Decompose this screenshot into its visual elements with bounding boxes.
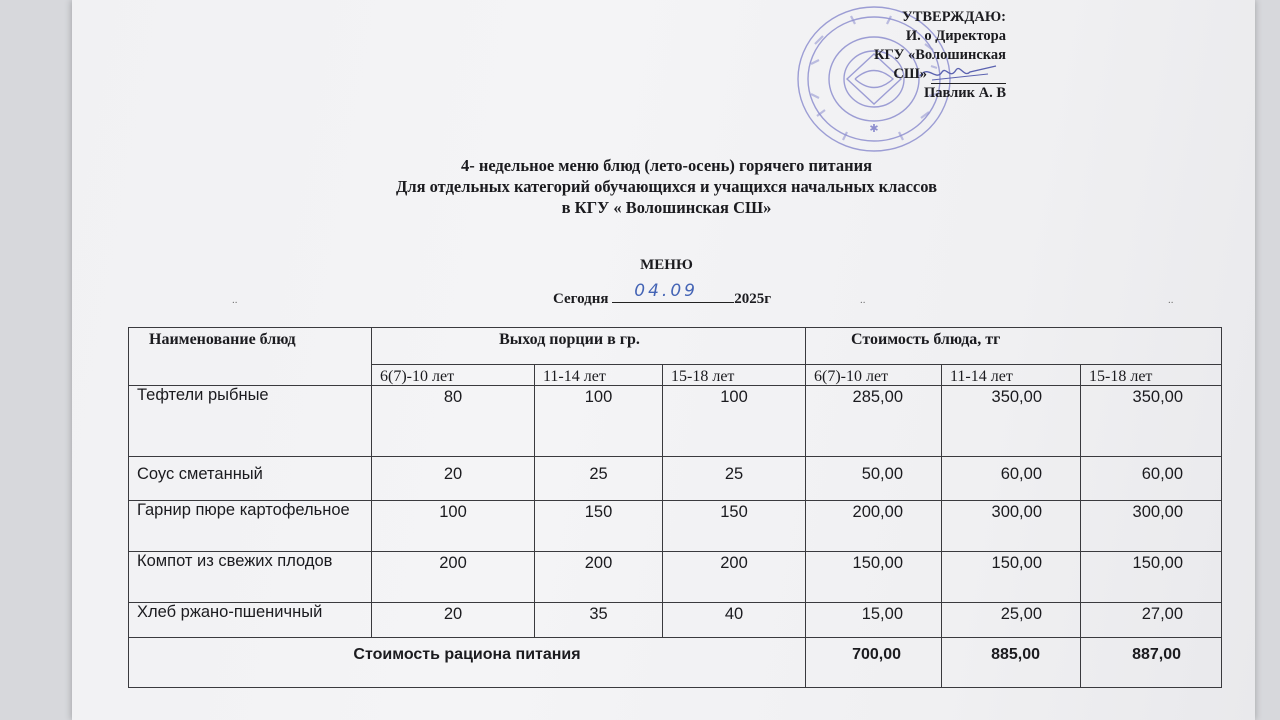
portion-cell: 100 — [663, 386, 806, 457]
approve-heading: УТВЕРЖДАЮ: — [902, 9, 1006, 25]
approve-organization-end: СШ» — [874, 65, 1006, 84]
table-header-row — [129, 328, 1222, 365]
cost-cell: 300,00 — [942, 501, 1081, 552]
portion-cell: 200 — [535, 552, 663, 603]
table-row — [129, 457, 1222, 501]
portion-cell: 35 — [535, 603, 663, 638]
today-line — [553, 281, 772, 308]
age-group-header: 6(7)-10 лет — [372, 365, 535, 386]
total-cost-cell: 887,00 — [1081, 638, 1222, 688]
document-title — [0, 155, 1280, 218]
portion-cell: 100 — [535, 386, 663, 457]
portion-cell: 200 — [372, 552, 535, 603]
title-line-1: 4- недельное меню блюд (лето-осень) горячего питания — [460, 156, 873, 175]
portion-cell: 25 — [663, 457, 806, 501]
dish-name: Хлеб ржано-пшеничный — [129, 603, 372, 638]
total-label: Стоимость рациона питания — [129, 638, 806, 688]
header-portion: Выход порции в гр. — [372, 328, 806, 365]
total-row — [129, 638, 1222, 688]
cost-cell: 150,00 — [806, 552, 942, 603]
cost-cell: 15,00 — [806, 603, 942, 638]
table-row — [129, 386, 1222, 457]
table-row — [129, 603, 1222, 638]
menu-table — [128, 327, 1222, 688]
dish-name: Тефтели рыбные — [129, 386, 372, 457]
cost-cell: 285,00 — [806, 386, 942, 457]
cost-cell: 350,00 — [1081, 386, 1222, 457]
age-group-header: 11-14 лет — [942, 365, 1081, 386]
table-row — [129, 552, 1222, 603]
cost-cell: 350,00 — [942, 386, 1081, 457]
svg-text:✱: ✱ — [869, 122, 879, 135]
print-mark: .. — [1168, 294, 1174, 306]
cost-cell: 25,00 — [942, 603, 1081, 638]
portion-cell: 150 — [535, 501, 663, 552]
portion-cell: 150 — [663, 501, 806, 552]
portion-cell: 100 — [372, 501, 535, 552]
dish-name: Соус сметанный — [129, 457, 372, 501]
portion-cell: 20 — [372, 603, 535, 638]
table-row — [129, 501, 1222, 552]
portion-cell: 80 — [372, 386, 535, 457]
handwritten-date: 04.09 — [634, 281, 698, 301]
cost-cell: 60,00 — [1081, 457, 1222, 501]
age-group-header: 11-14 лет — [535, 365, 663, 386]
total-cost-cell: 885,00 — [942, 638, 1081, 688]
cost-cell: 300,00 — [1081, 501, 1222, 552]
title-line-3: в КГУ « Волошинская СШ» — [561, 198, 772, 217]
approval-block — [874, 8, 1006, 103]
approve-signer: Павлик А. В — [923, 85, 1006, 101]
portion-cell: 20 — [372, 457, 535, 501]
header-cost: Стоимость блюда, тг — [806, 328, 1222, 365]
print-mark: .. — [232, 294, 238, 306]
age-group-header: 15-18 лет — [1081, 365, 1222, 386]
total-cost-cell: 700,00 — [806, 638, 942, 688]
today-year: 2025г — [734, 291, 772, 307]
cost-cell: 150,00 — [1081, 552, 1222, 603]
cost-cell: 27,00 — [1081, 603, 1222, 638]
cost-cell: 200,00 — [806, 501, 942, 552]
age-group-header: 15-18 лет — [663, 365, 806, 386]
portion-cell: 200 — [663, 552, 806, 603]
age-group-header: 6(7)-10 лет — [806, 365, 942, 386]
print-mark: .. — [860, 294, 866, 306]
portion-cell: 25 — [535, 457, 663, 501]
cost-cell: 50,00 — [806, 457, 942, 501]
cost-cell: 60,00 — [942, 457, 1081, 501]
portion-cell: 40 — [663, 603, 806, 638]
approve-position: И. о Директора — [905, 28, 1006, 44]
menu-heading: МЕНЮ — [640, 257, 693, 273]
cost-cell: 150,00 — [942, 552, 1081, 603]
date-blank — [612, 281, 734, 303]
today-label: Сегодня — [553, 291, 609, 307]
title-line-2: Для отдельных категорий обучающихся и учащихся начальных классов — [395, 177, 937, 196]
dish-name: Гарнир пюре картофельное — [129, 501, 372, 552]
dish-name: Компот из свежих плодов — [129, 552, 372, 603]
approve-organization: КГУ «Волошинская — [874, 47, 1006, 63]
header-dish-name: Наименование блюд — [129, 328, 372, 386]
